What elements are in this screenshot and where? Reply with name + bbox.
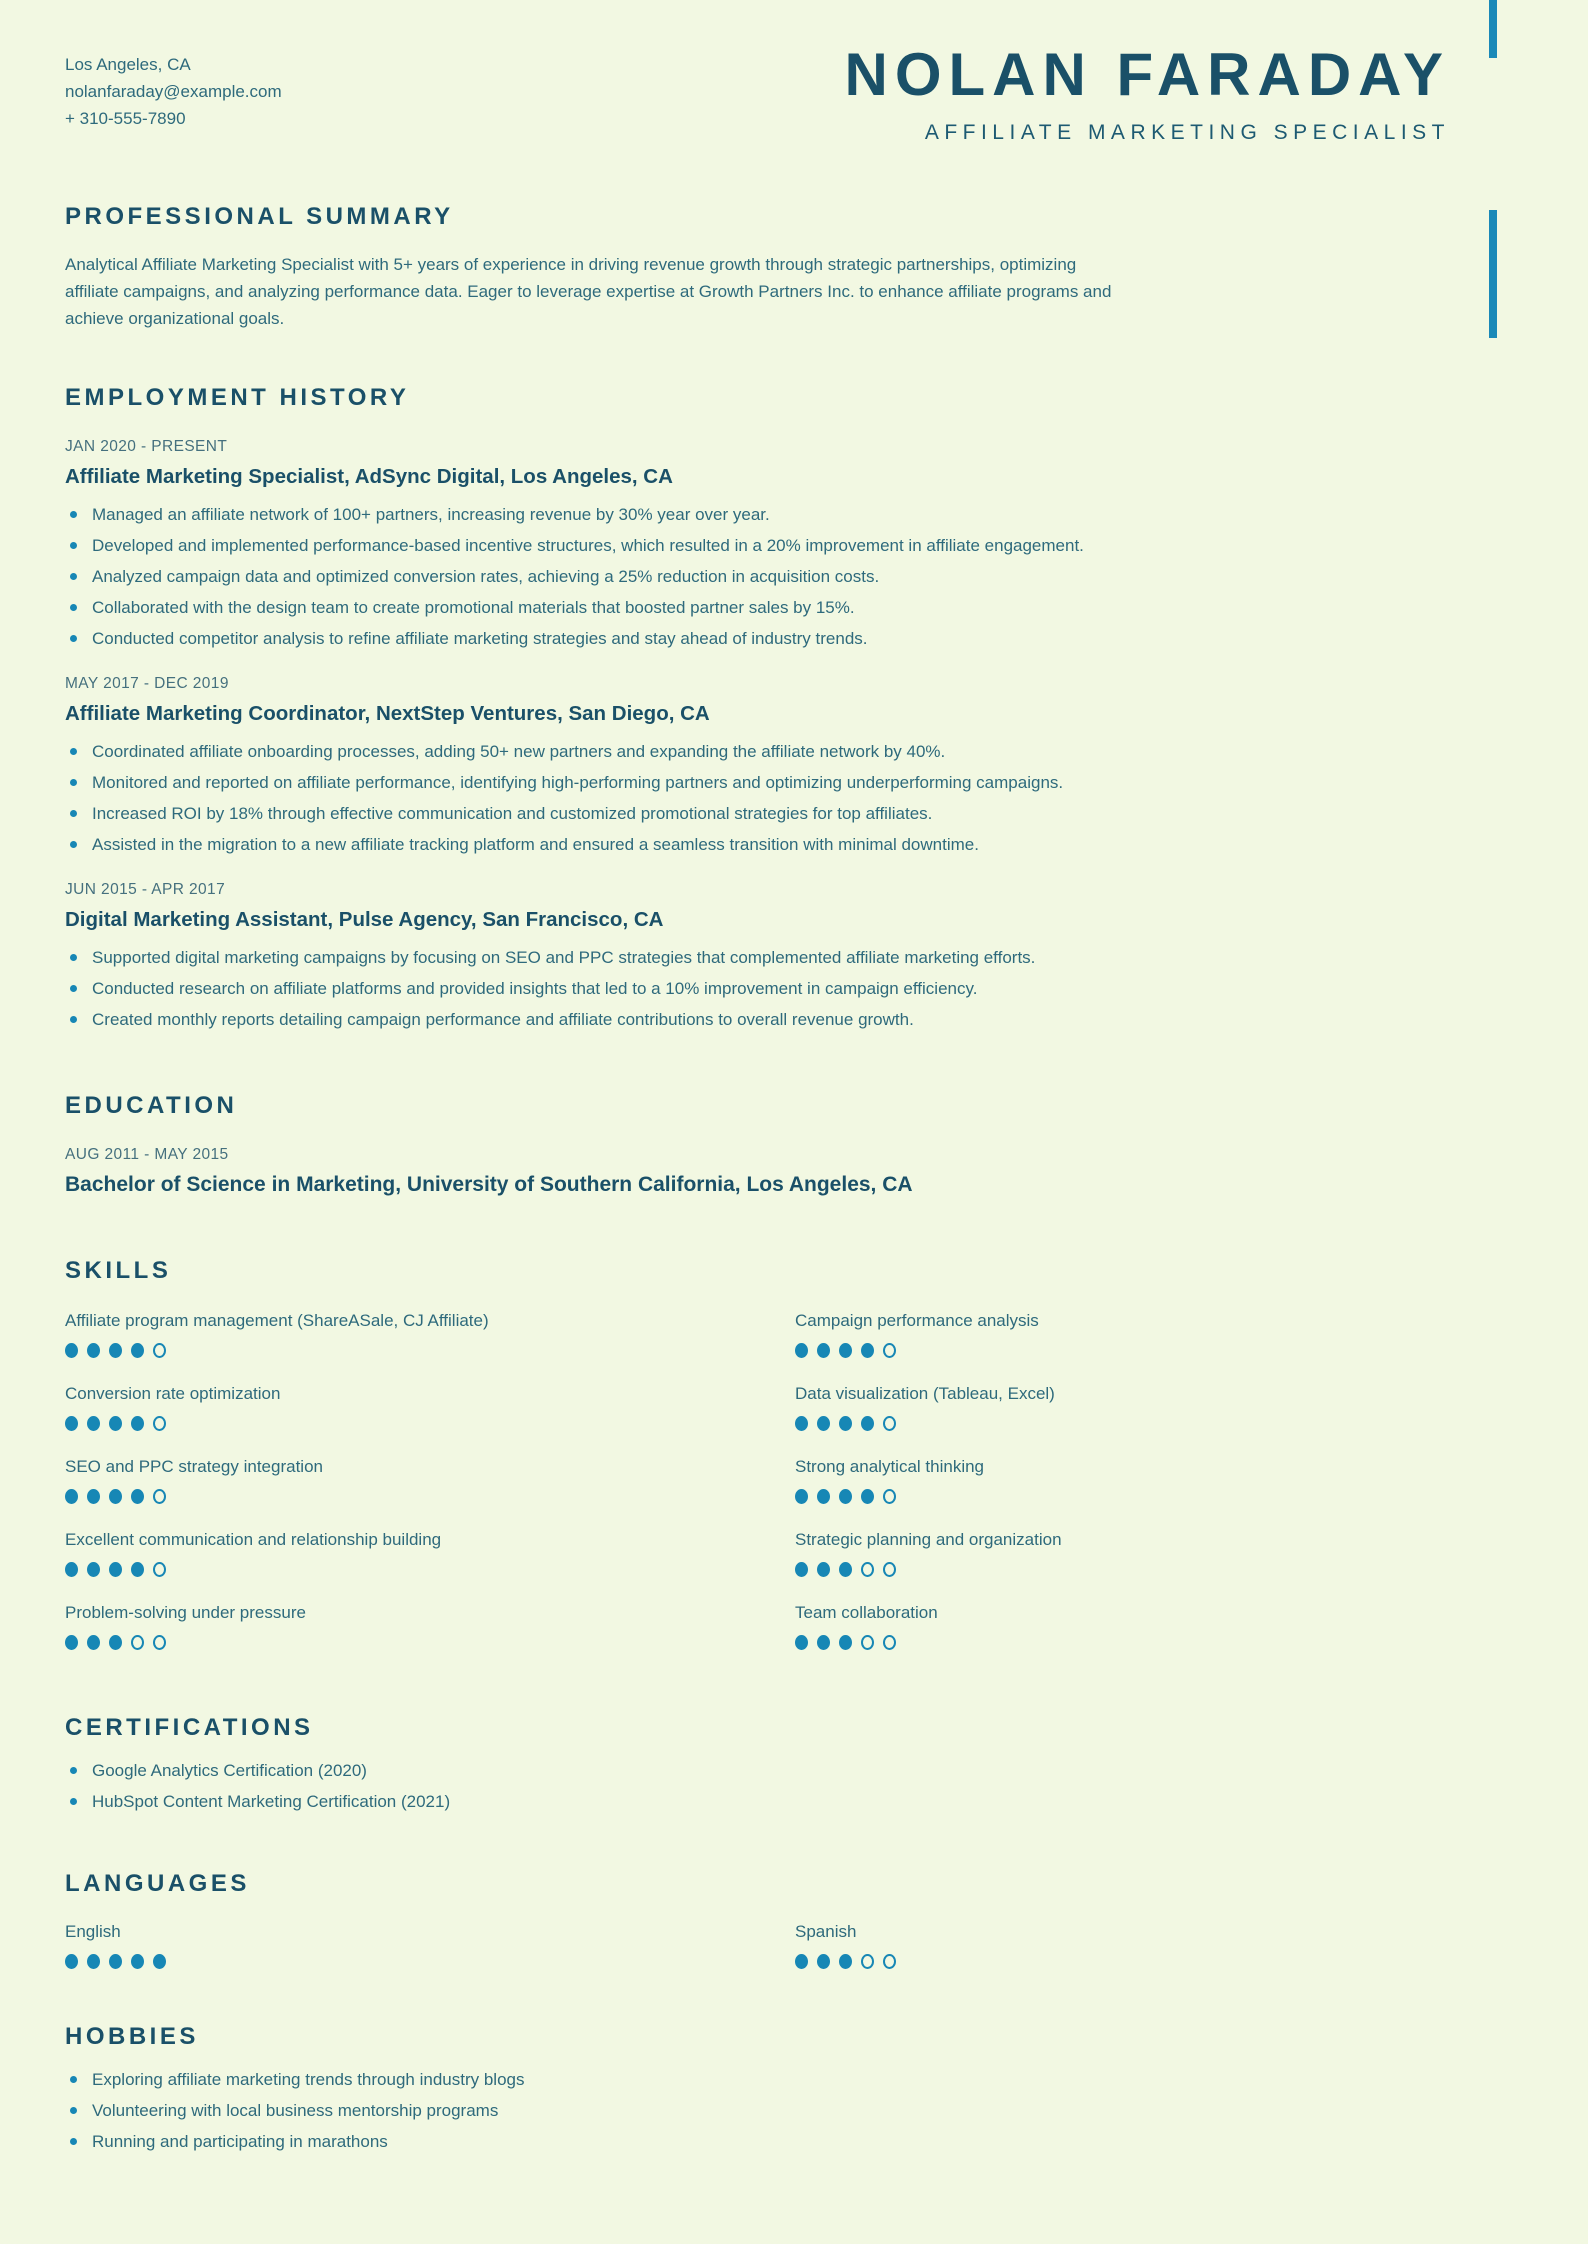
contact-location: Los Angeles, CA [65,55,191,74]
rating-dot-filled [839,1416,852,1431]
rating-dot-filled [87,1562,100,1577]
rating-dot-filled [817,1562,830,1577]
skill-rating [795,1343,1450,1358]
certification-item [65,1791,1450,1812]
bullet-icon [70,2138,77,2145]
skill-rating [795,1489,1450,1504]
bullet-icon [70,748,77,755]
education-dates: AUG 2011 - MAY 2015 [65,1146,229,1163]
language-item [795,1922,1450,1969]
skill-item [795,1530,1450,1577]
identity [844,41,1450,145]
skill-item [795,1603,1450,1650]
language-label: Spanish [795,1922,857,1941]
bullet-icon [70,841,77,848]
rating-dot-filled [131,1343,144,1358]
rating-dot-filled [861,1343,874,1358]
education-heading: EDUCATION [65,1092,238,1119]
rating-dot-filled [153,1954,166,1969]
rating-dot-filled [65,1416,78,1431]
rating-dot-filled [795,1562,808,1577]
skill-label: Strong analytical thinking [795,1457,985,1476]
contact-phone: + 310-555-7890 [65,109,186,128]
accent-bar-bottom [1489,210,1497,338]
skill-item [795,1311,1450,1358]
bullet-icon [70,542,77,549]
bullet-text: Conducted research on affiliate platforms and provided insights that led to a 10% improvement in campaign efficiency. [92,979,978,998]
job-dates: MAY 2017 - DEC 2019 [65,675,229,692]
job-bullet [65,978,1450,999]
rating-dot-empty [153,1489,166,1504]
skills-heading: SKILLS [65,1257,172,1284]
job-entry [65,438,1450,649]
bullet-icon [70,985,77,992]
rating-dot-filled [109,1635,122,1650]
skill-label: Campaign performance analysis [795,1311,1039,1330]
rating-dot-filled [817,1954,830,1969]
bullet-text: Coordinated affiliate onboarding processes, adding 50+ new partners and expanding the affiliate network by 40%. [92,742,946,761]
language-item [65,1922,720,1969]
rating-dot-filled [65,1635,78,1650]
skill-item [65,1384,720,1431]
bullet-text: Developed and implemented performance-based incentive structures, which resulted in a 20% improvement in affiliate engagement. [92,536,1084,555]
rating-dot-filled [131,1562,144,1577]
rating-dot-empty [153,1343,166,1358]
section-employment-history [65,384,1450,1030]
rating-dot-filled [861,1489,874,1504]
job-title: Affiliate Marketing Specialist, AdSync Digital, Los Angeles, CA [65,465,673,488]
rating-dot-filled [87,1954,100,1969]
bullet-text: Conducted competitor analysis to refine affiliate marketing strategies and stay ahead of industry trends. [92,629,868,648]
bullet-text: Managed an affiliate network of 100+ partners, increasing revenue by 30% year over year. [92,505,770,524]
education-degree: Bachelor of Science in Marketing, University of Southern California, Los Angeles, CA [65,1173,913,1196]
job-dates: JUN 2015 - APR 2017 [65,881,226,898]
rating-dot-filled [861,1416,874,1431]
skill-item [795,1384,1450,1431]
job-bullet-list [65,504,1450,649]
rating-dot-filled [795,1489,808,1504]
candidate-name: NOLAN FARADAY [844,41,1450,108]
rating-dot-filled [65,1562,78,1577]
section-certifications [65,1714,1450,1812]
rating-dot-filled [817,1489,830,1504]
job-bullet [65,628,1450,649]
rating-dot-filled [109,1562,122,1577]
hobby-text: Volunteering with local business mentorship programs [92,2101,499,2120]
skill-rating [795,1562,1450,1577]
bullet-text: Increased ROI by 18% through effective communication and customized promotional strategies for top affiliates. [92,804,933,823]
language-rating [65,1954,720,1969]
hobbies-heading: HOBBIES [65,2023,199,2050]
section-professional-summary [65,203,1450,332]
rating-dot-filled [131,1954,144,1969]
rating-dot-empty [883,1416,896,1431]
bullet-icon [70,810,77,817]
hobby-item [65,2131,1450,2152]
education-entry [65,1146,1450,1197]
skill-label: Problem-solving under pressure [65,1603,306,1622]
skill-item [795,1457,1450,1504]
job-entry [65,881,1450,1030]
rating-dot-empty [883,1489,896,1504]
contact-info [65,45,282,132]
job-bullet [65,803,1450,824]
skill-rating [65,1562,720,1577]
certification-text: HubSpot Content Marketing Certification (2021) [92,1792,451,1811]
employment-heading: EMPLOYMENT HISTORY [65,384,410,411]
bullet-text: Created monthly reports detailing campaign performance and affiliate contributions to overall revenue growth. [92,1010,914,1029]
contact-email: nolanfaraday@example.com [65,82,282,101]
languages-heading: LANGUAGES [65,1870,250,1897]
rating-dot-filled [109,1954,122,1969]
rating-dot-filled [795,1416,808,1431]
certifications-heading: CERTIFICATIONS [65,1714,314,1741]
certification-list [65,1760,1450,1812]
job-title: Digital Marketing Assistant, Pulse Agency, San Francisco, CA [65,908,664,931]
bullet-icon [70,2107,77,2114]
bullet-icon [70,1767,77,1774]
hobby-text: Running and participating in marathons [92,2132,388,2151]
skill-rating [65,1489,720,1504]
hobby-item [65,2100,1450,2121]
certification-item [65,1760,1450,1781]
bullet-icon [70,604,77,611]
job-bullet [65,597,1450,618]
job-bullet [65,834,1450,855]
hobby-list [65,2069,1450,2152]
header [65,41,1450,145]
rating-dot-empty [861,1954,874,1969]
job-bullet [65,1009,1450,1030]
job-bullet [65,772,1450,793]
rating-dot-empty [861,1635,874,1650]
job-bullet [65,566,1450,587]
hobby-text: Exploring affiliate marketing trends through industry blogs [92,2070,525,2089]
language-label: English [65,1922,121,1941]
rating-dot-filled [87,1489,100,1504]
skill-item [65,1311,720,1358]
rating-dot-filled [87,1416,100,1431]
job-bullet-list [65,947,1450,1030]
language-rating [795,1954,1450,1969]
skill-rating [65,1635,720,1650]
rating-dot-filled [839,1635,852,1650]
bullet-text: Assisted in the migration to a new affiliate tracking platform and ensured a seamless transition with minimal downtime. [92,835,979,854]
bullet-icon [70,635,77,642]
rating-dot-empty [883,1562,896,1577]
skill-label: Conversion rate optimization [65,1384,281,1403]
section-languages [65,1870,1450,1969]
rating-dot-filled [65,1954,78,1969]
certification-text: Google Analytics Certification (2020) [92,1761,367,1780]
summary-text: Analytical Affiliate Marketing Specialist with 5+ years of experience in driving revenue growth through strategic partnerships, optimizing affiliate campaigns, and analyzing performance data. Eager to leverage expertise at Growth Partners Inc. to enhance affiliate programs and achieve organizational goals. [65,255,1112,328]
section-skills [65,1257,1450,1650]
skill-rating [795,1635,1450,1650]
job-title: Affiliate Marketing Coordinator, NextStep Ventures, San Diego, CA [65,702,710,725]
rating-dot-filled [109,1416,122,1431]
job-bullet [65,741,1450,762]
rating-dot-filled [839,1343,852,1358]
skill-label: Data visualization (Tableau, Excel) [795,1384,1055,1403]
rating-dot-empty [131,1635,144,1650]
skill-rating [795,1416,1450,1431]
bullet-icon [70,511,77,518]
rating-dot-filled [795,1635,808,1650]
bullet-icon [70,573,77,580]
section-education [65,1092,1450,1197]
summary-heading: PROFESSIONAL SUMMARY [65,203,454,230]
rating-dot-filled [65,1489,78,1504]
bullet-text: Supported digital marketing campaigns by focusing on SEO and PPC strategies that complemented affiliate marketing efforts. [92,948,1036,967]
bullet-icon [70,1798,77,1805]
accent-bar-top [1489,0,1497,58]
rating-dot-filled [839,1954,852,1969]
rating-dot-empty [153,1416,166,1431]
candidate-title: AFFILIATE MARKETING SPECIALIST [924,121,1450,144]
rating-dot-filled [795,1343,808,1358]
rating-dot-filled [817,1416,830,1431]
skill-label: Team collaboration [795,1603,938,1622]
rating-dot-filled [839,1489,852,1504]
hobby-item [65,2069,1450,2090]
job-bullet [65,504,1450,525]
job-bullet [65,947,1450,968]
skill-rating [65,1343,720,1358]
bullet-text: Collaborated with the design team to create promotional materials that boosted partner sales by 15%. [92,598,855,617]
skill-rating [65,1416,720,1431]
rating-dot-filled [131,1489,144,1504]
section-hobbies [65,2023,1450,2152]
job-bullet-list [65,741,1450,855]
rating-dot-filled [817,1343,830,1358]
skills-grid [65,1285,1450,1650]
rating-dot-empty [883,1954,896,1969]
rating-dot-empty [883,1343,896,1358]
rating-dot-filled [795,1954,808,1969]
bullet-icon [70,1016,77,1023]
skill-item [65,1530,720,1577]
bullet-icon [70,779,77,786]
rating-dot-empty [883,1635,896,1650]
skill-item [65,1603,720,1650]
bullet-icon [70,954,77,961]
rating-dot-filled [839,1562,852,1577]
job-entry [65,675,1450,855]
rating-dot-empty [153,1635,166,1650]
job-bullet [65,535,1450,556]
rating-dot-filled [87,1635,100,1650]
languages-grid [65,1898,1450,1969]
bullet-text: Analyzed campaign data and optimized conversion rates, achieving a 25% reduction in acquisition costs. [92,567,880,586]
skill-label: Affiliate program management (ShareASale, CJ Affiliate) [65,1311,489,1330]
rating-dot-empty [153,1562,166,1577]
rating-dot-filled [109,1343,122,1358]
rating-dot-filled [817,1635,830,1650]
rating-dot-filled [131,1416,144,1431]
job-dates: JAN 2020 - PRESENT [65,438,228,455]
bullet-text: Monitored and reported on affiliate performance, identifying high-performing partners and optimizing underperforming campaigns. [92,773,1064,792]
skill-item [65,1457,720,1504]
rating-dot-empty [861,1562,874,1577]
rating-dot-filled [87,1343,100,1358]
rating-dot-filled [65,1343,78,1358]
rating-dot-filled [109,1489,122,1504]
skill-label: Strategic planning and organization [795,1530,1062,1549]
bullet-icon [70,2076,77,2083]
skill-label: SEO and PPC strategy integration [65,1457,323,1476]
skill-label: Excellent communication and relationship building [65,1530,442,1549]
